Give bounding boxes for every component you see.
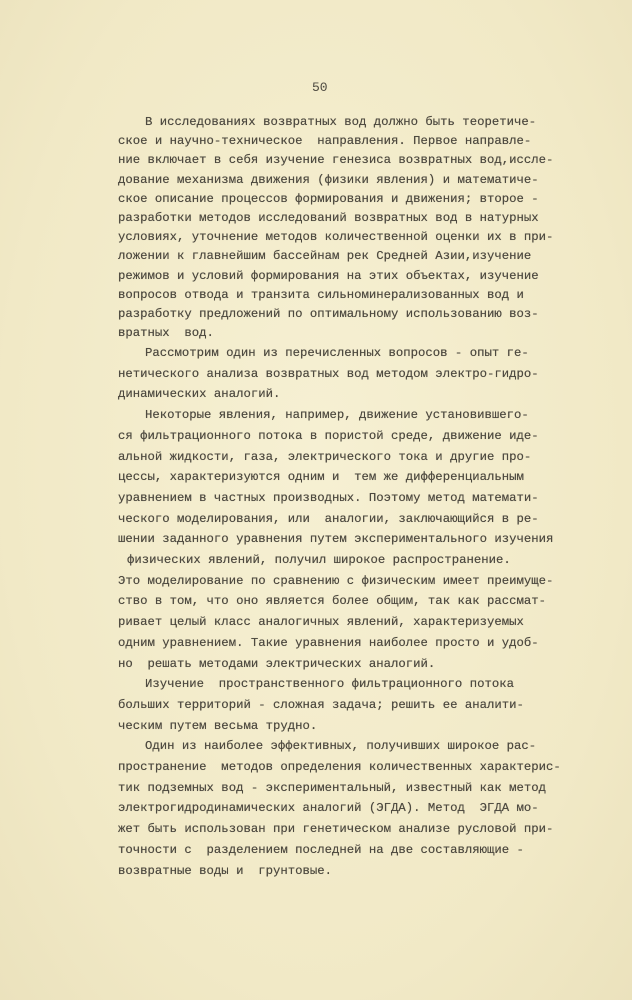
- text-line: ние включает в себя изучение генезиса возвратных вод,иссле-: [118, 153, 554, 168]
- text-line: возвратные воды и грунтовые.: [118, 863, 333, 878]
- text-line: тик подземных вод - экспериментальный, известный как метод: [118, 780, 547, 795]
- text-line: одним уравнением. Такие уравнения наиболее просто и удоб-: [118, 635, 539, 650]
- text-line: но решать методами электрических аналогий.: [118, 656, 436, 671]
- text-line: вратных вод.: [118, 326, 214, 341]
- text-line: динамических аналогий.: [118, 387, 281, 402]
- text-line: ческого моделирования, или аналогии, заключающийся в ре-: [118, 511, 539, 526]
- text-line: ложении к главнейшим бассейнам рек Средней Азии,изучение: [118, 249, 532, 264]
- text-line: ся фильтрационного потока в пористой среде, движение иде-: [118, 428, 539, 443]
- text-line: пространение методов определения количественных характерис-: [118, 760, 561, 774]
- text-line: шении заданного уравнения путем экспериментального изучения: [118, 532, 554, 547]
- paragraph-first-line: Один из наиболее эффективных, получивших широкое рас-: [145, 739, 537, 754]
- text-line: нетического анализа возвратных вод методом электро-гидро-: [118, 366, 539, 381]
- text-line: дование механизма движения (физики явления) и математиче-: [118, 172, 539, 187]
- text-line: физических явлений, получил широкое распространение.: [127, 553, 511, 567]
- text-line: Это моделирование по сравнению с физическим имеет преимуще-: [118, 573, 554, 588]
- text-line: больших территорий - сложная задача; решить ее аналити-: [118, 697, 524, 712]
- text-line: вопросов отвода и транзита сильноминерализованных вод и: [118, 287, 524, 302]
- text-line: альной жидкости, газа, электрического тока и другие про-: [118, 449, 532, 464]
- text-line: разработку предложений по оптимальному использованию воз-: [118, 307, 539, 321]
- text-line: точности с разделением последней на две составляющие -: [118, 842, 524, 857]
- text-line: ство в том, что оно является более общим, так как рассмат-: [118, 594, 547, 609]
- text-line: ское и научно-техническое направления. Первое направле-: [118, 134, 532, 149]
- page-number: 50: [312, 80, 328, 95]
- paragraph-first-line: Изучение пространственного фильтрационного потока: [145, 677, 514, 692]
- text-line: ривает целый класс аналогичных явлений, характеризуемых: [118, 615, 524, 630]
- text-line: жет быть использован при генетическом анализе русловой при-: [118, 822, 554, 837]
- text-line: режимов и условий формирования на этих объектах, изучение: [118, 268, 539, 283]
- text-line: ское описание процессов формирования и движения; второе -: [118, 191, 539, 206]
- text-line: уравнением в частных производных. Поэтому метод математи-: [118, 490, 539, 505]
- text-line: ческим путем весьма трудно.: [118, 718, 318, 733]
- text-line: условиях, уточнение методов количественной оценки их в при-: [118, 230, 554, 245]
- paragraph-first-line: Рассмотрим один из перечисленных вопросов - опыт ге-: [145, 346, 529, 360]
- paragraph-first-line: Некоторые явления, например, движение установившего-: [145, 408, 529, 423]
- text-line: электрогидродинамических аналогий (ЭГДА). Метод ЭГДА мо-: [118, 801, 539, 816]
- text-line: разработки методов исследований возвратных вод в натурных: [118, 211, 539, 225]
- paragraph-first-line: В исследованиях возвратных вод должно быть теоретиче-: [145, 115, 537, 129]
- text-line: цессы, характеризуются одним и тем же дифференциальным: [118, 470, 524, 485]
